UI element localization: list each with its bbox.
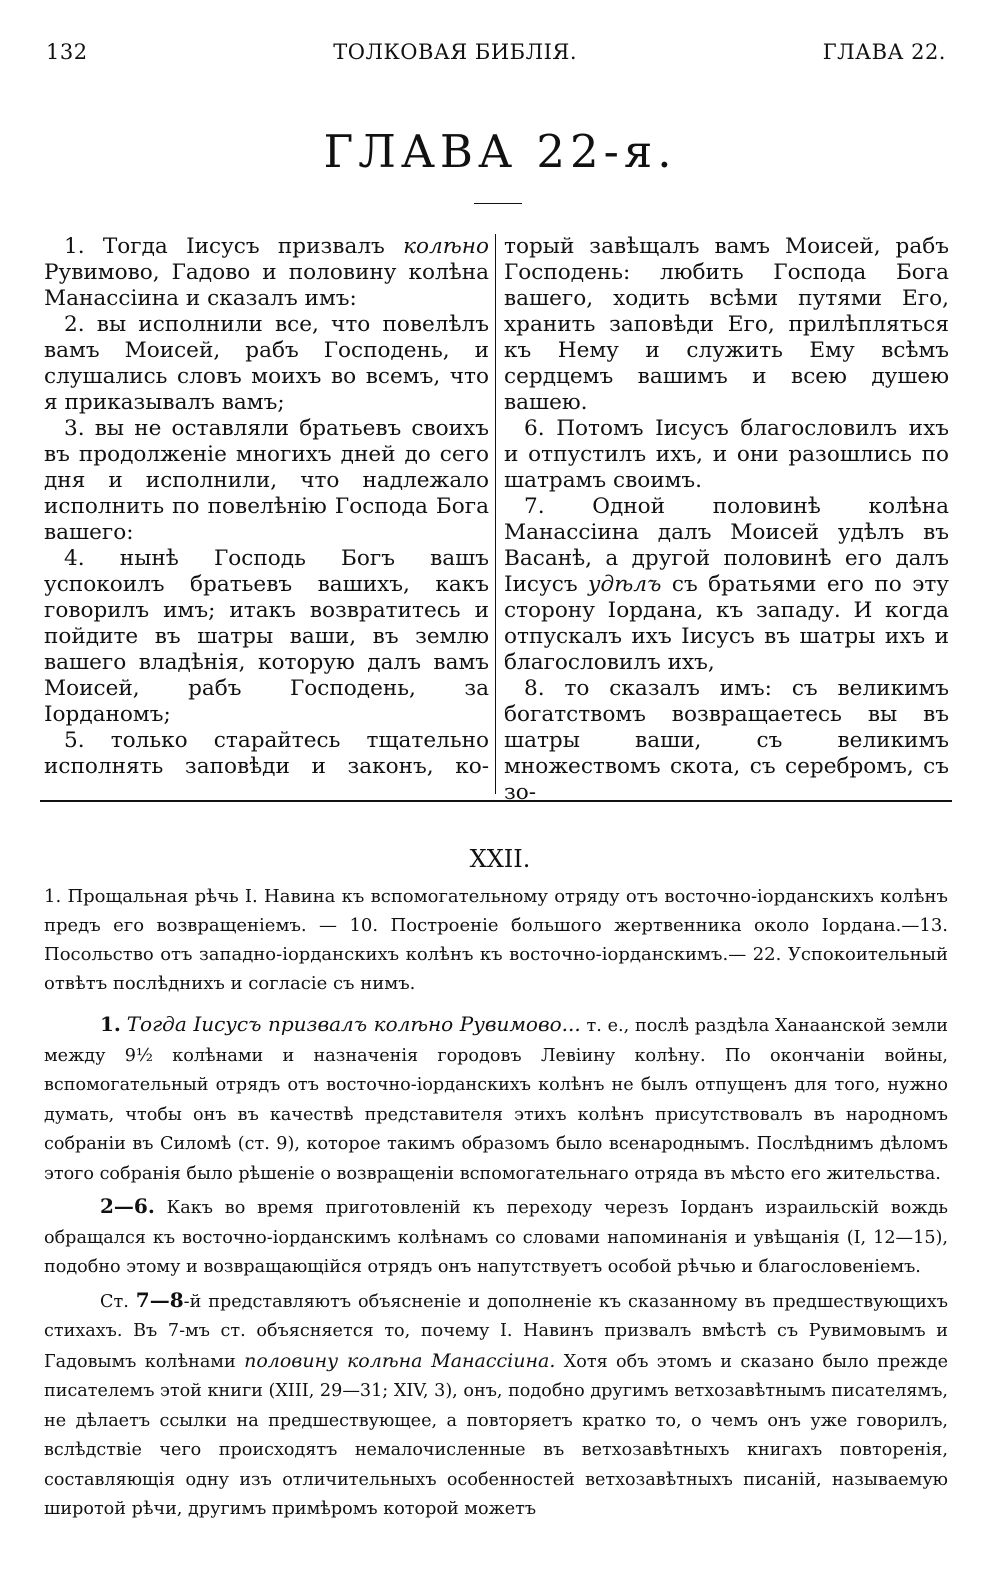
right-column xyxy=(504,234,949,806)
scripture-columns xyxy=(40,234,952,805)
verse-8: 8. то сказалъ имъ: съ великимъ богатствомъ возвращаетесь вы въ шатры ваши, съ великимъ множествомъ скота, съ серебромъ, съ зо- xyxy=(504,676,949,805)
section-divider xyxy=(40,800,952,802)
verse-3: 3. вы не оставляли братьевъ своихъ въ продолженіе многихъ дней до сего дня и исполнили, что надлежало исполнить по повелѣнію Господа Бога вашего: xyxy=(44,416,489,545)
commentary-paragraph: 1. Тогда Іисусъ призвалъ колѣно Рувимово... т. е., послѣ раздѣла Ханаанской земли между 9½ колѣнами и назначенія городовъ Левіину колѣну. По окончаніи войны, вспомогательный отрядъ отъ восточно-іорданскихъ колѣнъ не былъ отпущенъ для того, нужно думать, чтобы онъ въ качествѣ представителя этихъ колѣнъ присутствовалъ въ народномъ собраніи въ Силомѣ (ст. 9), которое такимъ образомъ было всенароднымъ. Послѣднимъ дѣломъ этого собранія было рѣшеніе о возвращеніи вспомогательнаго отряда въ мѣсто его жительства. xyxy=(44,1012,948,1184)
verse-7: 7. Одной половинѣ колѣна Манассіина далъ Моисей удѣлъ въ Васанѣ, а другой половинѣ его далъ Іисусъ удѣлъ съ братьями его по эту сторону Іордана, къ западу. И когда отпускалъ ихъ Іисусъ въ шатры ихъ и благословилъ ихъ, xyxy=(504,494,949,675)
verse-4: 4. нынѣ Господь Богъ вашъ успокоилъ братьевъ вашихъ, какъ говорилъ имъ; итакъ возвратитесь и пойдите въ шатры ваши, въ землю вашего владѣнія, которую далъ вамъ Моисей, рабъ Господень, за Іорданомъ; xyxy=(44,546,489,727)
verse-5: 5. только старайтесь тщательно исполнять заповѣди и законъ, ко- xyxy=(44,728,489,779)
running-head xyxy=(46,40,946,64)
verse-2: 2. вы исполнили все, что повелѣлъ вамъ Моисей, рабъ Господень, и слушались словъ моихъ во всемъ, что я приказывалъ вамъ; xyxy=(44,312,489,415)
commentary-body xyxy=(44,1010,948,1528)
page-number: 132 xyxy=(46,40,88,64)
chapter-summary: 1. Прощальная рѣчь І. Навина къ вспомогательному отряду отъ восточно-іорданскихъ колѣнъ предъ его возвращеніемъ. — 10. Построеніе большого жертвенника около Іордана.—13. Посольство отъ западно-іорданскихъ колѣнъ къ восточно-іорданскимъ.— 22. Успокоительный отвѣтъ послѣднихъ и согласіе съ нимъ. xyxy=(44,886,948,994)
book-title: ТОЛКОВАЯ БИБЛІЯ. xyxy=(333,40,578,64)
left-column xyxy=(44,234,489,780)
chapter-title: ГЛАВА 22-я. xyxy=(323,125,677,178)
column-divider xyxy=(495,234,496,794)
title-divider xyxy=(474,203,522,204)
verse-1: 1. Тогда Іисусъ призвалъ колѣно Рувимово, Гадово и половину колѣна Манассіина и сказалъ имъ: xyxy=(44,234,489,311)
verse-5-continued: торый завѣщалъ вамъ Моисей, рабъ Господень: любить Господа Бога вашего, ходить всѣми путями Его, хранить заповѣди Его, прилѣпляться къ Нему и служить Ему всѣмъ сердцемъ вашимъ и всею душею вашею. xyxy=(504,234,949,415)
commentary-paragraph: Ст. 7—8-й представляютъ объясненіе и дополненіе къ сказанному въ предшествующихъ стихахъ. Въ 7-мъ ст. объясняется то, почему І. Навинъ призвалъ вмѣстѣ съ Рувимовымъ и Гадовымъ колѣнами половину колѣна Манассіина. Хотя объ этомъ и сказано было прежде писателемъ этой книги (XIII, 29—31; XIV, 3), онъ, подобно другимъ ветхозавѣтнымъ писателямъ, не дѣлаетъ ссылки на предшествующее, а повторяетъ кратко то, о чемъ онъ уже говорилъ, вслѣдствіе чего происходятъ немалочисленные въ ветхозавѣтныхъ книгахъ повторенія, составляющія одну изъ отличительныхъ особенностей ветхозавѣтныхъ писаній, называемую широтой рѣчи, другимъ примѣромъ которой можетъ xyxy=(44,1287,949,1519)
verse-6: 6. Потомъ Іисусъ благословилъ ихъ и отпустилъ ихъ, и они разошлись по шатрамъ своимъ. xyxy=(504,416,949,493)
commentary-heading: XXII. xyxy=(469,845,531,873)
commentary-paragraph: 2—6. Какъ во время приготовленій къ переходу черезъ Іорданъ израильскій вождь обращался къ восточно-іорданскимъ колѣнамъ со словами напоминанія и увѣщанія (I, 12—15), подобно этому и возвращающійся отрядъ онъ напутствуетъ особой рѣчью и благословеніемъ. xyxy=(44,1194,948,1277)
chapter-reference: ГЛАВА 22. xyxy=(822,40,946,64)
